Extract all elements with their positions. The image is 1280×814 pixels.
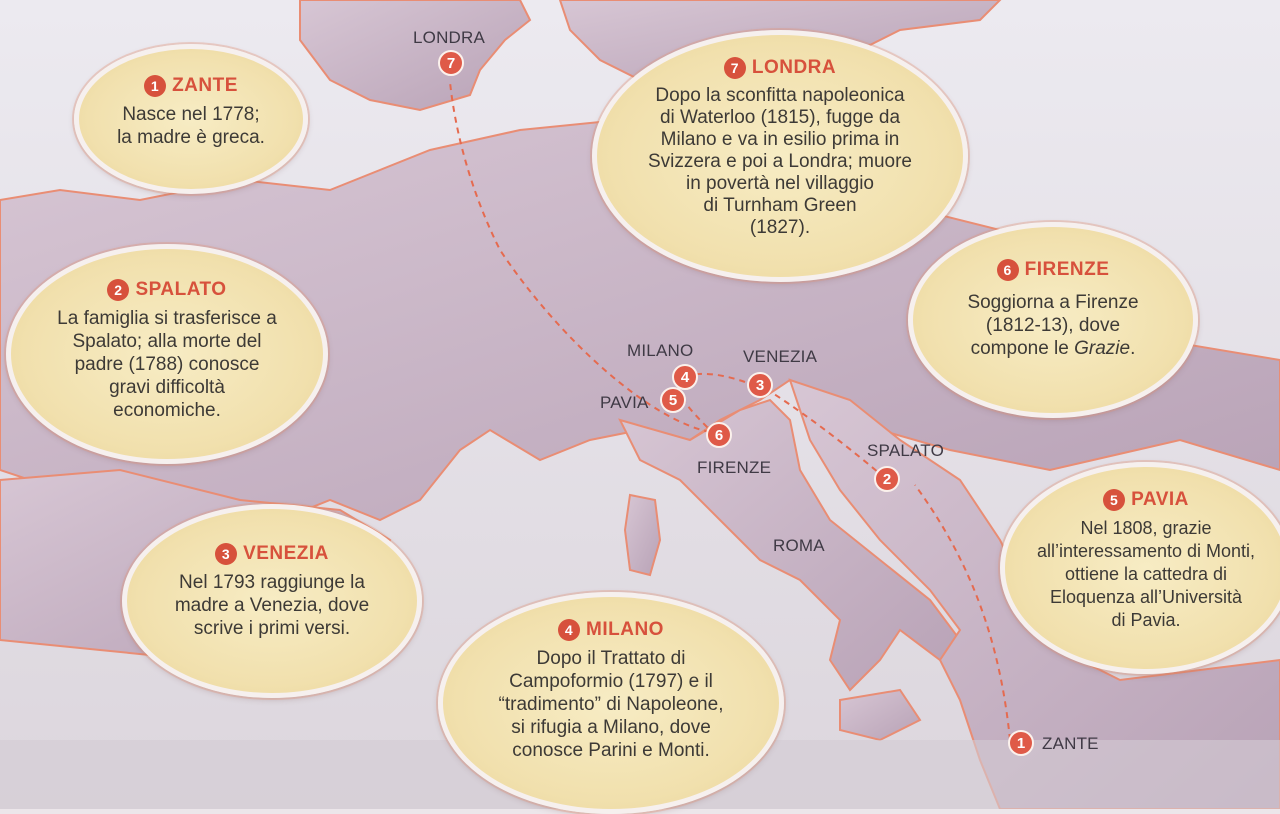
marker-pavia: 5 bbox=[660, 387, 686, 413]
bubble-line: di Turnham Green bbox=[703, 195, 857, 216]
bubble-body-milano bbox=[443, 647, 779, 762]
marker-firenze: 6 bbox=[706, 422, 732, 448]
bubble-line: conosce Parini e Monti. bbox=[512, 740, 710, 761]
city-label-spalato: SPALATO bbox=[867, 441, 944, 460]
bubble-title-zante bbox=[79, 75, 303, 97]
bubble-body-venezia bbox=[127, 571, 417, 640]
bubble-line: Soggiorna a Firenze bbox=[967, 292, 1139, 313]
bubble-line: “tradimento” di Napoleone, bbox=[498, 694, 724, 715]
bubble-body-pavia bbox=[1005, 517, 1280, 632]
bubble-line: padre (1788) conosce bbox=[74, 354, 260, 375]
bubble-body-spalato bbox=[11, 307, 323, 422]
bubble-line: scrive i primi versi. bbox=[193, 618, 351, 639]
bubble-title-pavia bbox=[1005, 489, 1280, 511]
bubble-line: in povertà nel villaggio bbox=[685, 173, 874, 194]
city-label-roma: ROMA bbox=[773, 536, 825, 555]
bubble-title-text: PAVIA bbox=[1131, 489, 1189, 510]
bubble-title-milano bbox=[443, 619, 779, 641]
number-badge: 2 bbox=[107, 279, 129, 301]
info-bubble-spalato bbox=[6, 244, 328, 464]
marker-venezia: 3 bbox=[747, 372, 773, 398]
info-bubble-firenze bbox=[908, 222, 1198, 418]
city-label-zante: ZANTE bbox=[1042, 734, 1099, 753]
bubble-line: madre a Venezia, dove bbox=[174, 595, 370, 616]
bubble-line: la madre è greca. bbox=[117, 127, 265, 148]
bubble-line: gravi difficoltà bbox=[109, 377, 225, 398]
bubble-title-text: LONDRA bbox=[751, 57, 837, 78]
bubble-title-spalato bbox=[11, 279, 323, 301]
bubble-body-zante bbox=[79, 103, 303, 149]
bubble-line: Spalato; alla morte del bbox=[72, 331, 262, 352]
number-badge: 1 bbox=[144, 75, 166, 97]
city-label-venezia: VENEZIA bbox=[743, 347, 818, 366]
marker-londra: 7 bbox=[438, 50, 464, 76]
bubble-title-text: ZANTE bbox=[172, 75, 238, 96]
city-label-milano: MILANO bbox=[627, 341, 694, 360]
bubble-title-londra bbox=[597, 57, 963, 79]
bubble-line: Nel 1793 raggiunge la bbox=[179, 572, 365, 593]
marker-zante: 1 bbox=[1008, 730, 1034, 756]
number-badge: 5 bbox=[1103, 489, 1125, 511]
bubble-line: La famiglia si trasferisce a bbox=[57, 308, 277, 329]
bubble-line: Dopo il Trattato di bbox=[536, 648, 686, 669]
bubble-line-prefix: compone le bbox=[970, 338, 1075, 359]
info-bubble-milano bbox=[438, 592, 784, 814]
bubble-line: Dopo la sconfitta napoleonica bbox=[655, 85, 905, 106]
bubble-line: si rifugia a Milano, dove bbox=[511, 717, 711, 738]
bubble-line: ottiene la cattedra di bbox=[1064, 564, 1228, 584]
marker-spalato: 2 bbox=[874, 466, 900, 492]
bubble-title-text: SPALATO bbox=[135, 279, 227, 300]
bubble-title-text: MILANO bbox=[586, 619, 664, 640]
info-bubble-pavia bbox=[1000, 462, 1280, 674]
info-bubble-venezia bbox=[122, 504, 422, 698]
bubble-line: di Pavia. bbox=[1111, 610, 1181, 630]
city-label-firenze: FIRENZE bbox=[697, 458, 772, 477]
number-badge: 3 bbox=[215, 543, 237, 565]
bubble-line: all’interessamento di Monti, bbox=[1036, 541, 1256, 561]
bubble-title-venezia bbox=[127, 543, 417, 565]
bubble-title-text: VENEZIA bbox=[243, 543, 329, 564]
bubble-body-firenze bbox=[913, 291, 1193, 360]
bubble-line: economiche. bbox=[113, 400, 221, 421]
number-badge: 6 bbox=[997, 259, 1019, 281]
bubble-line: Nel 1808, grazie bbox=[1080, 518, 1212, 538]
bubble-line-suffix: . bbox=[1130, 338, 1136, 359]
bubble-line: (1812-13), dove bbox=[985, 315, 1121, 336]
bubble-line: Svizzera e poi a Londra; muore bbox=[647, 151, 913, 172]
bubble-line: di Waterloo (1815), fugge da bbox=[659, 107, 901, 128]
bubble-title-text: FIRENZE bbox=[1024, 259, 1110, 280]
bubble-line: Nasce nel 1778; bbox=[122, 104, 260, 125]
city-label-pavia: PAVIA bbox=[600, 393, 649, 412]
info-bubble-zante bbox=[74, 44, 308, 194]
bubble-body-londra bbox=[597, 85, 963, 239]
number-badge: 4 bbox=[558, 619, 580, 641]
number-badge: 7 bbox=[724, 57, 746, 79]
bubble-line-italic: Grazie bbox=[1074, 338, 1131, 359]
bubble-line: Milano e va in esilio prima in bbox=[660, 129, 900, 150]
bubble-line: Campoformio (1797) e il bbox=[509, 671, 713, 692]
bubble-line bbox=[913, 337, 1193, 360]
city-label-londra: LONDRA bbox=[413, 28, 486, 47]
bubble-line: (1827). bbox=[749, 217, 811, 238]
marker-milano: 4 bbox=[672, 364, 698, 390]
info-bubble-londra bbox=[592, 30, 968, 282]
bubble-title-firenze bbox=[913, 259, 1193, 281]
bubble-line: Eloquenza all’Università bbox=[1049, 587, 1243, 607]
